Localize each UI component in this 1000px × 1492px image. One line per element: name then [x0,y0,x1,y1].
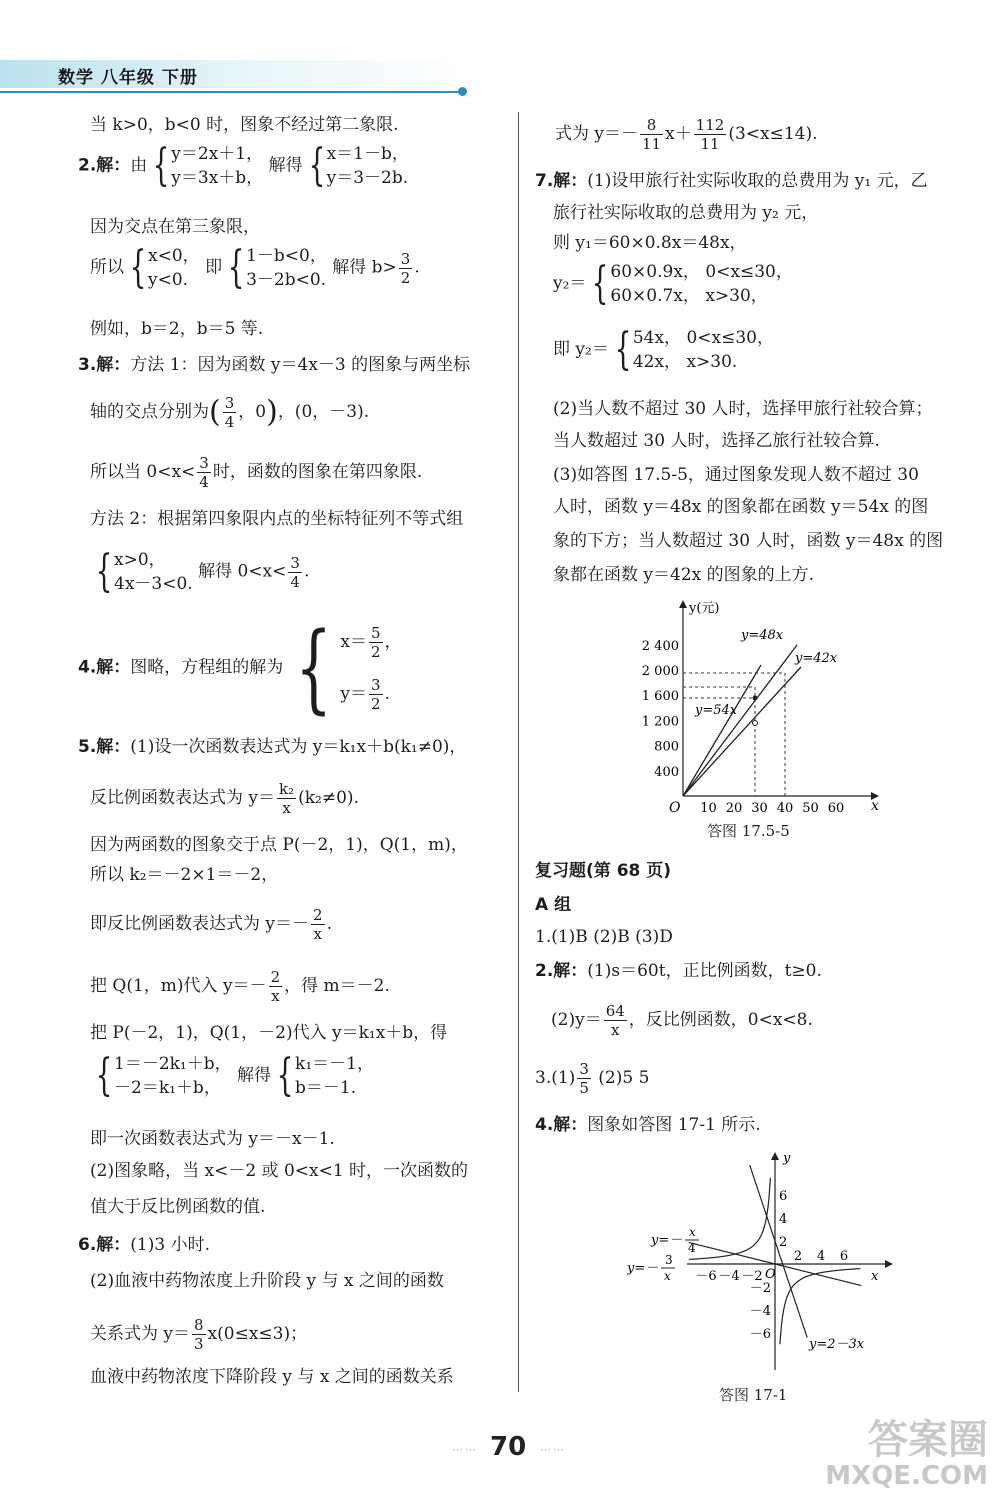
chart-17-1 [627,1148,897,1378]
chart1-ytick: 1 200 [641,714,679,730]
q2-line1: 2.解：由 { y＝2x＋1， y＝3x＋b， 解得 { x＝1－b， y＝3－2b. [78,140,409,191]
q5-line6: 把 Q(1，m)代入 y＝－ $\frac{2}{x}$ ，得 m＝－2. [90,968,390,1005]
q2-number: 2.解： [78,155,131,176]
chart1-xtick: 10 [700,801,717,816]
chart2-xtick: －4 [718,1269,740,1284]
column-divider [518,112,519,1392]
q5-line1: 5.解：(1)设一次函数表达式为 y＝k₁x＋b(k₁≠0)， [78,737,467,757]
line-y42x [683,667,801,796]
page-header [0,58,470,94]
chart2-xtick: －6 [695,1269,717,1284]
chart2-ytick: 2 [779,1235,788,1250]
label-y48x: y=48x [741,628,784,643]
chart2-xtick: －2 [741,1269,763,1284]
q2-system-2: x＝1－b， y＝3－2b. [326,144,409,188]
chart1-ytick: 2 000 [641,664,679,679]
q5-line8: { 1＝－2k₁＋b， －2＝k₁＋b， 解得 { k₁＝－1， b＝－1. [95,1050,374,1101]
q4-line: 4.解：图略，方程组的解为 { x＝ $\frac{5}{2}$ ， y＝ $\frac{3}{2}$ . [78,612,402,724]
book-title: 数学 八年级 下册 [58,68,198,88]
q2-line4: 例如，b＝2，b＝5 等. [90,319,264,339]
page-ornament-left: ⋯⋯ [452,1443,478,1456]
chart1-ytick: 400 [654,764,679,780]
q6-formula: 式为 y＝－ $\frac{8}{11}$ x＋ $\frac{112}{11}$ (3<x≤14). [555,116,818,153]
chart1-caption: 答图 17.5-5 [707,822,790,840]
svg-text:x: x [689,1225,696,1239]
chart1-xtick: 40 [776,801,794,816]
chart1-xlabel: x [871,798,879,814]
chart-17-5-5 [635,596,885,816]
q5-line2: 反比例函数表达式为 y＝ $\frac{\text{k₂}}{x}$ (k₂≠0). [90,780,359,817]
point-open [753,721,758,726]
chart1-xtick: 30 [751,801,768,816]
chart2-ylabel: y [783,1151,791,1166]
q3-line2: 轴的交点分别为( $\frac{3}{4}$ ，0)，(0，－3). [90,394,370,431]
chart1-ytick: 1 600 [641,689,679,705]
chart2-caption: 答图 17-1 [719,1386,788,1404]
q7-line6: (2)当人数不超过 30 人时，选择甲旅行社较合算； [553,399,933,419]
q2-line2: 因为交点在第三象限， [90,217,260,237]
label-b: y=－ [627,1261,659,1276]
q5-line3: 因为两函数的图象交于点 P(－2，1)，Q(1，m)， [90,835,468,855]
chart1-origin: O [669,800,681,816]
label-a: y=－ [651,1233,683,1248]
svg-text:3: 3 [665,1253,673,1267]
watermark [825,1418,988,1490]
review-a2-line1: 2.解：(1)s＝60t，正比例函数，t≥0. [535,961,822,981]
q7-line5: 即 y₂＝ { 54x， 0<x≤30， 42x， x>30. [553,324,774,375]
q2-line3: 所以 { x<0， y<0. 即 { 1－b<0， 3－2b<0. 解得 b> $\frac{3}{2}$ . [90,242,420,293]
q5-line9: 即一次函数表达式为 y＝－x－1. [90,1129,335,1149]
svg-text:4: 4 [688,1241,696,1255]
point-filled [753,696,758,701]
chart2-origin: O [765,1267,776,1282]
q3-line3: 所以当 0<x< $\frac{3}{4}$ 时，函数的图象在第四象限. [90,454,423,491]
q6-line4: 血液中药物浓度下降阶段 y 与 x 之间的函数关系 [90,1367,454,1387]
q7-line11: 象都在函数 y＝42x 的图象的上方. [553,565,815,585]
q6-line3: 关系式为 y＝ $\frac{8}{3}$ x(0≤x≤3)； [90,1316,308,1353]
q2-system-1: y＝2x＋1， y＝3x＋b， [171,144,264,188]
svg-text:x: x [664,1269,671,1283]
chart1-xtick: 50 [802,801,819,816]
line-y48x [683,645,797,796]
header-dot [458,87,467,96]
q7-line4: y₂＝ { 60×0.9x， 0<x≤30， 60×0.7x， x>30， [553,258,793,309]
q5-line10: (2)图象略，当 x<－2 或 0<x<1 时，一次函数的 [90,1161,469,1181]
q5-line4: 所以 k₂＝－2×1＝－2， [90,865,279,885]
chart1-ytick: 2 400 [641,638,679,654]
q5-line5: 即反比例函数表达式为 y＝－ $\frac{2}{x}$ . [90,906,332,943]
chart2-ytick: －2 [749,1281,771,1296]
header-rule [0,91,462,93]
chart2-xtick: 6 [839,1249,849,1264]
review-group: A 组 [535,895,572,915]
chart2-xtick: 2 [793,1249,803,1264]
q7-line7: 当人数超过 30 人时，选择乙旅行社较合算. [553,431,880,451]
label-y42x: y=42x [795,651,838,666]
q3-line5: { x>0， 4x－3<0. 解得 0<x< $\frac{3}{4}$ . [95,546,310,597]
review-a2-line2: (2)y＝ $\frac{64}{x}$ ，反比例函数，0<x<8. [551,1002,813,1039]
q7-line2: 旅行社实际收取的总费用为 y₂ 元， [553,203,819,223]
q5-line11: 值大于反比例函数的值. [90,1197,266,1217]
chart2-xtick: 4 [816,1249,826,1264]
q7-line3: 则 y₁＝60×0.8x＝48x， [553,233,747,253]
chart1-xtick: 20 [725,801,743,816]
q6-line1: 6.解：(1)3 小时. [78,1235,211,1255]
chart2-ytick: －4 [749,1304,771,1319]
q3-line4: 方法 2：根据第四象限内点的坐标特征列不等式组 [90,509,464,529]
watermark-url: MXQE.COM [825,1461,988,1491]
q6-line2: (2)血液中药物浓度上升阶段 y 与 x 之间的函数 [90,1271,444,1291]
chart2-ytick: 6 [779,1189,788,1204]
q7-line10: 象的下方；当人数超过 30 人时，函数 y＝48x 的图 [553,531,944,551]
q3-line1: 3.解：方法 1：因为函数 y＝4x－3 的图象与两坐标 [78,355,471,375]
q7-line1: 7.解：(1)设甲旅行社实际收取的总费用为 y₁ 元，乙 [535,171,928,191]
chart2-ytick: －6 [749,1327,771,1342]
chart2-ytick: 4 [779,1212,788,1227]
watermark-logo: 答案圈 [868,1417,988,1463]
q1-tail: 当 k>0，b<0 时，图象不经过第二象限. [90,115,399,135]
chart1-ylabel: y(元) [689,601,720,616]
line-y54x [683,665,761,796]
q7-line8: (3)如答图 17.5-5，通过图象发现人数不超过 30 [553,465,919,485]
chart2-xlabel: x [871,1269,879,1284]
review-title: 复习题(第 68 页) [535,861,672,881]
chart1-xtick: 60 [827,801,845,816]
page-ornament-right: ⋯⋯ [540,1443,566,1456]
q5-line7: 把 P(－2，1)，Q(1，－2)代入 y＝k₁x＋b，得 [90,1023,448,1043]
review-a4: 4.解：图象如答图 17-1 所示. [535,1115,761,1135]
label-c: y=2－3x [809,1337,865,1352]
q7-line9: 人时，函数 y＝48x 的图象都在函数 y＝54x 的图 [553,497,929,517]
chart1-ytick: 800 [654,739,679,755]
label-y54x: y=54x [695,703,738,718]
page-number: 70 [490,1432,527,1462]
review-a3: 3.(1) $\frac{3}{5}$ (2)5 5 [535,1060,650,1097]
review-a1: 1.(1)B (2)B (3)D [535,927,673,947]
